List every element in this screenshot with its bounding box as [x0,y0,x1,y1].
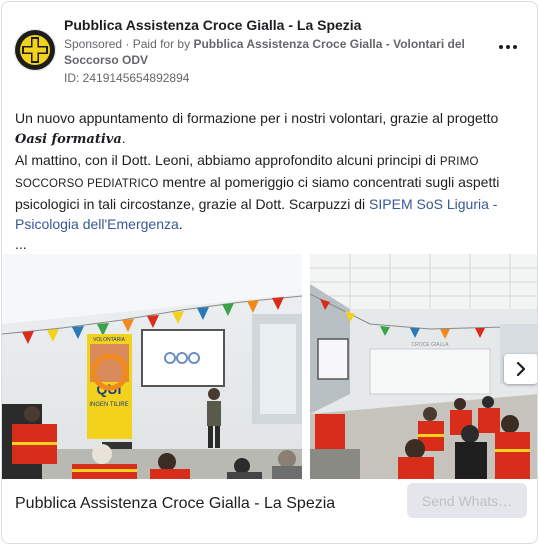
banner-tagline: VOLONTARIA [93,337,125,343]
image-carousel[interactable] [2,254,538,479]
ad-id: ID: 2419145654892894 [64,71,190,85]
see-more-ellipsis[interactable]: ... [15,236,27,252]
wall-sign-text: CROCE GIALLA [411,342,449,348]
paid-for-label: Paid for by [132,37,191,51]
sipem-link[interactable]: SIPEM SoS Liguria - Psicologia dell'Emergenza [15,196,498,232]
page-name-link[interactable]: Pubblica Assistenza Croce Gialla - La Spezia [64,17,362,33]
project-name: Oasi formativa [15,132,122,147]
send-whatsapp-button[interactable]: Send Whats… [407,483,527,518]
more-options-icon[interactable] [499,42,517,52]
post-text: Un nuovo appuntamento di formazione per i nostri volontari, grazie al progetto Oasi formativa. Al mattino, con il Dott. Leoni, abbiamo approfondito alcuni principi di PRIMO SOCCORSO PEDIATRICO mentre al pomeriggio ci siamo concentrati sugli aspetti psicologici in tali circostanze, grazie al Dott. Scarpuzzi di SIPEM SoS Liguria - Psicologia dell'Emergenza. ... [15,110,500,252]
carousel-next-button[interactable] [504,354,538,384]
training-room-photo-1 [2,254,302,479]
croce-gialla-logo [14,29,56,71]
banner-small-text: INGEN TILIRE [89,402,129,408]
sponsor-line: Sponsored · Paid for by Pubblica Assistenza Croce Gialla - Volontari del Soccorso ODV [64,37,465,67]
funder-name[interactable]: Pubblica Assistenza Croce Gialla - Volontari del Soccorso ODV [64,37,465,67]
carousel-slide-1[interactable] [2,254,302,479]
page-avatar[interactable] [14,29,56,71]
chevron-right-icon [515,362,527,376]
footer-page-title[interactable]: Pubblica Assistenza Croce Gialla - La Spezia [15,495,336,512]
caps-phrase: PRIMO SOCCORSO PEDIATRICO [15,156,479,190]
sponsored-label: Sponsored [64,37,123,51]
banner-main-text: QUI [96,381,122,397]
ad-card [1,1,538,544]
